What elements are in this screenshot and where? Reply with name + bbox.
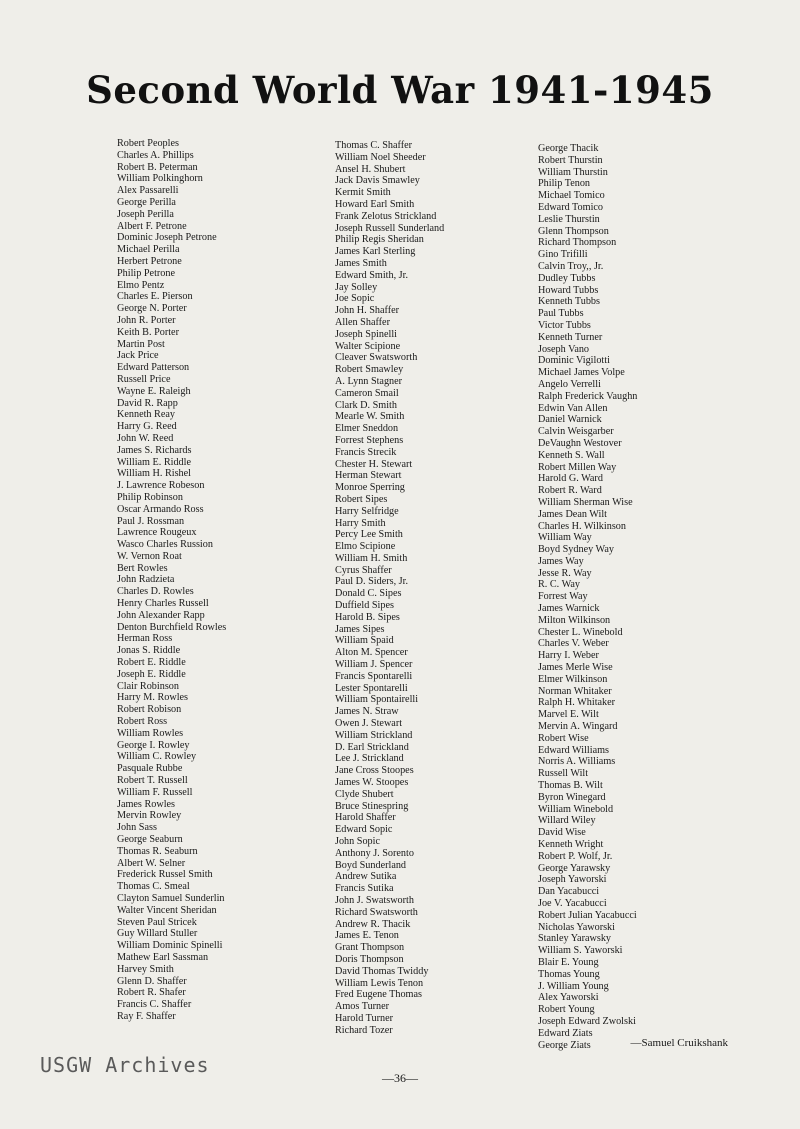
- name-entry: William Thurstin: [538, 166, 608, 178]
- name-entry: William Lewis Tenon: [335, 977, 424, 989]
- name-entry: William S. Yaworski: [538, 945, 623, 957]
- name-entry: Harry G. Reed: [117, 421, 177, 433]
- name-entry: Harold Turner: [335, 1012, 394, 1024]
- name-entry: George N. Porter: [117, 303, 187, 315]
- name-entry: Albert F. Petrone: [117, 220, 187, 232]
- name-entry: Ralph Frederick Vaughn: [538, 390, 638, 402]
- name-entry: Russell Price: [117, 373, 171, 385]
- name-entry: Joseph Spinelli: [335, 328, 397, 340]
- name-entry: Ansel H. Shubert: [335, 163, 406, 175]
- name-entry: Charles A. Phillips: [117, 149, 194, 161]
- name-entry: Fred Eugene Thomas: [335, 989, 422, 1001]
- name-entry: James W. Stoopes: [335, 777, 409, 789]
- name-entry: Martin Post: [117, 338, 165, 350]
- name-entry: Forrest Way: [538, 591, 588, 603]
- name-entry: Robert Thurstin: [538, 154, 603, 166]
- name-entry: James Sipes: [335, 623, 385, 635]
- name-entry: Robert Robison: [117, 704, 182, 716]
- names-column-2: [335, 140, 444, 1037]
- name-entry: John Radzieta: [117, 574, 175, 586]
- name-entry: Andrew Sutika: [335, 871, 397, 883]
- name-entry: Kenneth Tubbs: [538, 296, 600, 308]
- name-entry: Charles D. Rowles: [117, 586, 194, 598]
- name-entry: Willard Wiley: [538, 815, 596, 827]
- name-entry: Wayne E. Raleigh: [117, 385, 191, 397]
- name-entry: James Warnick: [538, 603, 600, 615]
- name-entry: Forrest Stephens: [335, 434, 404, 446]
- page-number: —36—: [382, 1071, 418, 1085]
- name-entry: Philip Tenon: [538, 178, 591, 190]
- name-entry: James Rowles: [117, 798, 176, 810]
- name-entry: Frank Zelotus Strickland: [335, 210, 437, 222]
- name-entry: William Way: [538, 532, 592, 544]
- name-entry: Norman Whitaker: [538, 685, 612, 697]
- name-entry: Francis Spontarelli: [335, 670, 413, 682]
- name-entry: Duffield Sipes: [335, 600, 394, 612]
- name-entry: Robert B. Peterman: [117, 161, 198, 173]
- name-entry: Glenn Thompson: [538, 225, 609, 237]
- name-entry: Robert Young: [538, 1004, 595, 1016]
- name-entry: Robert T. Russell: [117, 775, 188, 787]
- name-entry: John Alexander Rapp: [117, 609, 205, 621]
- name-entry: Walter Scipione: [335, 340, 401, 352]
- name-entry: Robert E. Riddle: [117, 657, 186, 669]
- name-entry: Francis C. Shaffer: [117, 999, 192, 1011]
- name-entry: Oscar Armando Ross: [117, 503, 204, 515]
- name-entry: Leslie Thurstin: [538, 213, 600, 225]
- name-entry: Joseph Perilla: [117, 208, 174, 220]
- name-entry: Philip Regis Sheridan: [335, 234, 424, 246]
- name-entry: George Thacik: [538, 143, 599, 154]
- name-entry: Robert R. Ward: [538, 485, 602, 497]
- name-entry: Paul D. Siders, Jr.: [335, 576, 409, 588]
- name-entry: Lester Spontarelli: [335, 682, 408, 694]
- name-entry: Blair E. Young: [538, 956, 599, 968]
- name-entry: David Wise: [538, 827, 586, 839]
- name-entry: Albert W. Selner: [117, 857, 186, 869]
- name-entry: James Smith: [335, 257, 387, 269]
- name-entry: Kermit Smith: [335, 187, 391, 199]
- name-entry: Howard Tubbs: [538, 284, 599, 296]
- name-entry: Harry I. Weber: [538, 650, 599, 662]
- name-entry: Robert Ross: [117, 716, 168, 728]
- name-entry: William Noel Sheeder: [335, 151, 426, 163]
- name-entry: William Spontairelli: [335, 694, 419, 706]
- name-entry: Cleaver Swatsworth: [335, 352, 418, 364]
- name-entry: George Ziats: [538, 1039, 591, 1051]
- name-entry: Jack Davis Smawley: [335, 175, 420, 187]
- name-entry: Owen J. Stewart: [335, 718, 403, 730]
- name-entry: George Yarawsky: [538, 862, 611, 874]
- name-entry: James Dean Wilt: [538, 508, 607, 520]
- name-entry: David Thomas Twiddy: [335, 965, 429, 977]
- name-entry: Dominic Vigilotti: [538, 355, 610, 367]
- name-entry: Howard Earl Smith: [335, 198, 415, 210]
- name-entry: William Sherman Wise: [538, 496, 633, 508]
- name-entry: Clair Robinson: [117, 680, 179, 692]
- name-entry: Joe V. Yacabucci: [538, 898, 607, 909]
- name-entry: Calvin Weisgarber: [538, 426, 614, 438]
- name-entry: William Winebold: [538, 803, 614, 815]
- name-entry: John H. Shaffer: [335, 305, 400, 317]
- name-entry: Jay Solley: [335, 281, 378, 293]
- name-entry: Clyde Shubert: [335, 788, 394, 800]
- name-entry: Amos Turner: [335, 1001, 390, 1013]
- name-entry: James Way: [538, 555, 584, 567]
- name-entry: William Dominic Spinelli: [117, 940, 223, 952]
- name-entry: Cameron Smail: [335, 387, 399, 399]
- name-entry: Joseph Yaworski: [538, 874, 607, 886]
- name-entry: Francis Strecik: [335, 446, 397, 458]
- name-entry: Paul J. Rossman: [117, 515, 185, 527]
- name-entry: Thomas C. Smeal: [117, 881, 190, 893]
- name-entry: Allen Shaffer: [335, 316, 390, 328]
- name-entry: Edwin Van Allen: [538, 402, 608, 414]
- page-title: Second World War 1941-1945: [86, 68, 714, 112]
- name-entry: Thomas C. Shaffer: [335, 140, 413, 151]
- name-entry: William Polkinghorn: [117, 173, 203, 185]
- name-entry: Keith B. Porter: [117, 326, 179, 338]
- name-entry: Guy Willard Stuller: [117, 928, 198, 940]
- name-entry: Joe Sopic: [335, 293, 375, 305]
- name-entry: William H. Rishel: [117, 468, 192, 480]
- name-entry: Michael James Volpe: [538, 367, 625, 379]
- name-entry: Harry Smith: [335, 517, 386, 529]
- name-entry: Marvel E. Wilt: [538, 709, 599, 721]
- name-entry: Jesse R. Way: [538, 567, 592, 579]
- name-entry: Elmo Pentz: [117, 279, 165, 291]
- name-entry: Norris A. Williams: [538, 756, 616, 768]
- name-entry: David R. Rapp: [117, 397, 178, 409]
- name-entry: George Perilla: [117, 196, 176, 208]
- name-entry: Ray F. Shaffer: [117, 1010, 176, 1022]
- name-entry: J. Lawrence Robeson: [117, 480, 205, 492]
- name-entry: James Merle Wise: [538, 662, 613, 674]
- name-entry: John Sass: [117, 822, 157, 834]
- name-entry: Andrew R. Thacik: [335, 918, 411, 930]
- name-entry: William Spaid: [335, 635, 394, 647]
- name-entry: Bert Rowles: [117, 562, 168, 574]
- name-entry: Ralph H. Whitaker: [538, 697, 616, 709]
- name-entry: Bruce Stinespring: [335, 800, 409, 812]
- name-entry: William C. Rowley: [117, 751, 197, 763]
- name-entry: Elmer Wilkinson: [538, 673, 608, 685]
- name-entry: Edward Tomico: [538, 201, 604, 213]
- name-entry: Robert Peoples: [117, 138, 179, 149]
- name-entry: Mearle W. Smith: [335, 411, 405, 423]
- name-entry: R. C. Way: [538, 579, 581, 591]
- name-entry: Henry Charles Russell: [117, 598, 209, 610]
- name-entry: James E. Tenon: [335, 930, 399, 942]
- name-entry: Jack Price: [117, 350, 159, 362]
- name-entry: Monroe Sperring: [335, 482, 405, 494]
- name-entry: Daniel Warnick: [538, 414, 602, 426]
- name-entry: Lawrence Rougeux: [117, 527, 197, 539]
- name-entry: Mervin A. Wingard: [538, 721, 618, 733]
- name-entry: Percy Lee Smith: [335, 529, 403, 541]
- name-entry: Stanley Yarawsky: [538, 933, 612, 945]
- name-entry: Michael Tomico: [538, 190, 605, 202]
- name-entry: James Karl Sterling: [335, 246, 416, 258]
- name-entry: William H. Smith: [335, 552, 408, 564]
- name-entry: Donald C. Sipes: [335, 588, 402, 600]
- name-entry: Francis Sutika: [335, 883, 394, 895]
- name-entry: George Seaburn: [117, 834, 183, 846]
- name-entry: Herbert Petrone: [117, 255, 182, 267]
- name-entry: Chester H. Stewart: [335, 458, 413, 470]
- name-entry: Grant Thompson: [335, 942, 405, 954]
- name-entry: Kenneth Reay: [117, 409, 175, 421]
- name-entry: Alex Passarelli: [117, 185, 179, 197]
- name-entry: Calvin Troy,, Jr.: [538, 260, 604, 272]
- name-entry: Michael Perilla: [117, 244, 180, 256]
- name-entry: Alton M. Spencer: [335, 647, 408, 659]
- name-entry: Robert R. Shafer: [117, 987, 186, 999]
- name-entry: Milton Wilkinson: [538, 614, 611, 626]
- name-entry: J. William Young: [538, 980, 609, 992]
- name-entry: Harry Selfridge: [335, 505, 399, 517]
- name-entry: Edward Ziats: [538, 1027, 593, 1039]
- name-entry: Jane Cross Stoopes: [335, 765, 414, 777]
- name-entry: Edward Sopic: [335, 824, 393, 836]
- name-entry: Pasquale Rubbe: [117, 763, 183, 775]
- name-entry: John Sopic: [335, 836, 380, 848]
- name-entry: Wasco Charles Russion: [117, 539, 213, 551]
- name-entry: Robert Sipes: [335, 493, 388, 505]
- name-entry: Gino Trifilli: [538, 249, 588, 261]
- name-entry: Joseph Edward Zwolski: [538, 1015, 636, 1027]
- name-entry: Robert P. Wolf, Jr.: [538, 850, 613, 862]
- name-entry: Thomas Young: [538, 968, 600, 980]
- name-entry: Alex Yaworski: [538, 992, 599, 1004]
- name-entry: Harold Shaffer: [335, 812, 396, 824]
- name-entry: Joseph Russell Sunderland: [335, 222, 445, 234]
- name-entry: Robert Smawley: [335, 364, 404, 376]
- name-entry: Herman Stewart: [335, 470, 402, 482]
- name-entry: Boyd Sunderland: [335, 859, 407, 871]
- names-column-1: [117, 138, 226, 1023]
- name-entry: Herman Ross: [117, 633, 173, 645]
- name-entry: Joseph Vano: [538, 343, 590, 355]
- name-entry: William Strickland: [335, 729, 413, 741]
- name-entry: William F. Russell: [117, 786, 193, 798]
- name-entry: Clayton Samuel Sunderlin: [117, 893, 225, 904]
- name-entry: Anthony J. Sorento: [335, 847, 414, 859]
- name-entry: Dudley Tubbs: [538, 272, 596, 284]
- name-entry: Kenneth S. Wall: [538, 449, 605, 461]
- name-entry: Thomas B. Wilt: [538, 780, 603, 792]
- name-entry: Boyd Sydney Way: [538, 544, 614, 556]
- name-entry: William Rowles: [117, 727, 184, 739]
- name-entry: Russell Wilt: [538, 768, 589, 780]
- name-entry: Frederick Russel Smith: [117, 869, 213, 881]
- name-entry: D. Earl Strickland: [335, 741, 409, 753]
- archive-watermark: USGW Archives: [40, 1053, 210, 1077]
- name-entry: Richard Thompson: [538, 237, 617, 249]
- name-entry: William J. Spencer: [335, 659, 413, 671]
- name-entry: Harry M. Rowles: [117, 692, 189, 704]
- name-entry: Chester L. Winebold: [538, 626, 623, 638]
- name-entry: Cyrus Shaffer: [335, 564, 392, 576]
- name-entry: Dominic Joseph Petrone: [117, 232, 217, 244]
- name-entry: Charles V. Weber: [538, 638, 609, 650]
- name-entry: W. Vernon Roat: [117, 550, 182, 562]
- name-entry: Kenneth Turner: [538, 331, 603, 343]
- name-entry: Jonas S. Riddle: [117, 645, 181, 657]
- name-entry: DeVaughn Westover: [538, 437, 622, 449]
- name-entry: Mervin Rowley: [117, 810, 182, 822]
- name-entry: Doris Thompson: [335, 953, 404, 965]
- names-column-3: [538, 143, 637, 1051]
- name-entry: Elmer Sneddon: [335, 423, 399, 435]
- name-entry: John R. Porter: [117, 314, 176, 326]
- name-entry: Angelo Verrelli: [538, 378, 601, 390]
- name-entry: James S. Richards: [117, 444, 192, 456]
- name-entry: Robert Julian Yacabucci: [538, 909, 637, 921]
- name-entry: Richard Swatsworth: [335, 906, 418, 918]
- name-entry: Walter Vincent Sheridan: [117, 904, 217, 916]
- name-entry: Richard Tozer: [335, 1024, 393, 1036]
- name-entry: Philip Robinson: [117, 491, 183, 503]
- name-entry: Paul Tubbs: [538, 308, 584, 320]
- name-entry: Philip Petrone: [117, 267, 176, 279]
- name-entry: Charles H. Wilkinson: [538, 520, 626, 532]
- name-entry: Robert Millen Way: [538, 461, 617, 473]
- name-entry: Edward Williams: [538, 744, 609, 756]
- name-entry: Robert Wise: [538, 732, 589, 744]
- name-entry: Thomas R. Seaburn: [117, 845, 198, 857]
- name-entry: A. Lynn Stagner: [335, 375, 403, 387]
- name-entry: Edward Smith, Jr.: [335, 269, 409, 281]
- name-entry: Denton Burchfield Rowles: [117, 621, 227, 633]
- name-entry: Clark D. Smith: [335, 399, 397, 411]
- name-entry: Charles E. Pierson: [117, 291, 193, 303]
- name-entry: John J. Swatsworth: [335, 895, 414, 906]
- name-entry: Joseph E. Riddle: [117, 668, 186, 680]
- name-entry: Harvey Smith: [117, 963, 174, 975]
- name-entry: Harold B. Sipes: [335, 611, 400, 623]
- name-entry: Harold G. Ward: [538, 473, 603, 485]
- name-entry: Lee J. Strickland: [335, 753, 404, 765]
- name-entry: John W. Reed: [117, 432, 174, 444]
- name-entry: Elmo Scipione: [335, 541, 396, 553]
- name-entry: George I. Rowley: [117, 739, 190, 751]
- name-entry: William E. Riddle: [117, 456, 192, 468]
- name-entry: Byron Winegard: [538, 791, 606, 803]
- name-entry: Victor Tubbs: [538, 319, 591, 331]
- name-entry: Edward Patterson: [117, 362, 190, 374]
- name-entry: Kenneth Wright: [538, 839, 604, 851]
- name-entry: James N. Straw: [335, 706, 399, 718]
- author-signature: —Samuel Cruikshank: [630, 1037, 728, 1049]
- name-entry: Steven Paul Stricek: [117, 916, 197, 928]
- name-entry: Dan Yacabucci: [538, 886, 600, 898]
- name-entry: Glenn D. Shaffer: [117, 975, 187, 987]
- name-entry: Mathew Earl Sassman: [117, 951, 209, 963]
- name-entry: Nicholas Yaworski: [538, 921, 615, 933]
